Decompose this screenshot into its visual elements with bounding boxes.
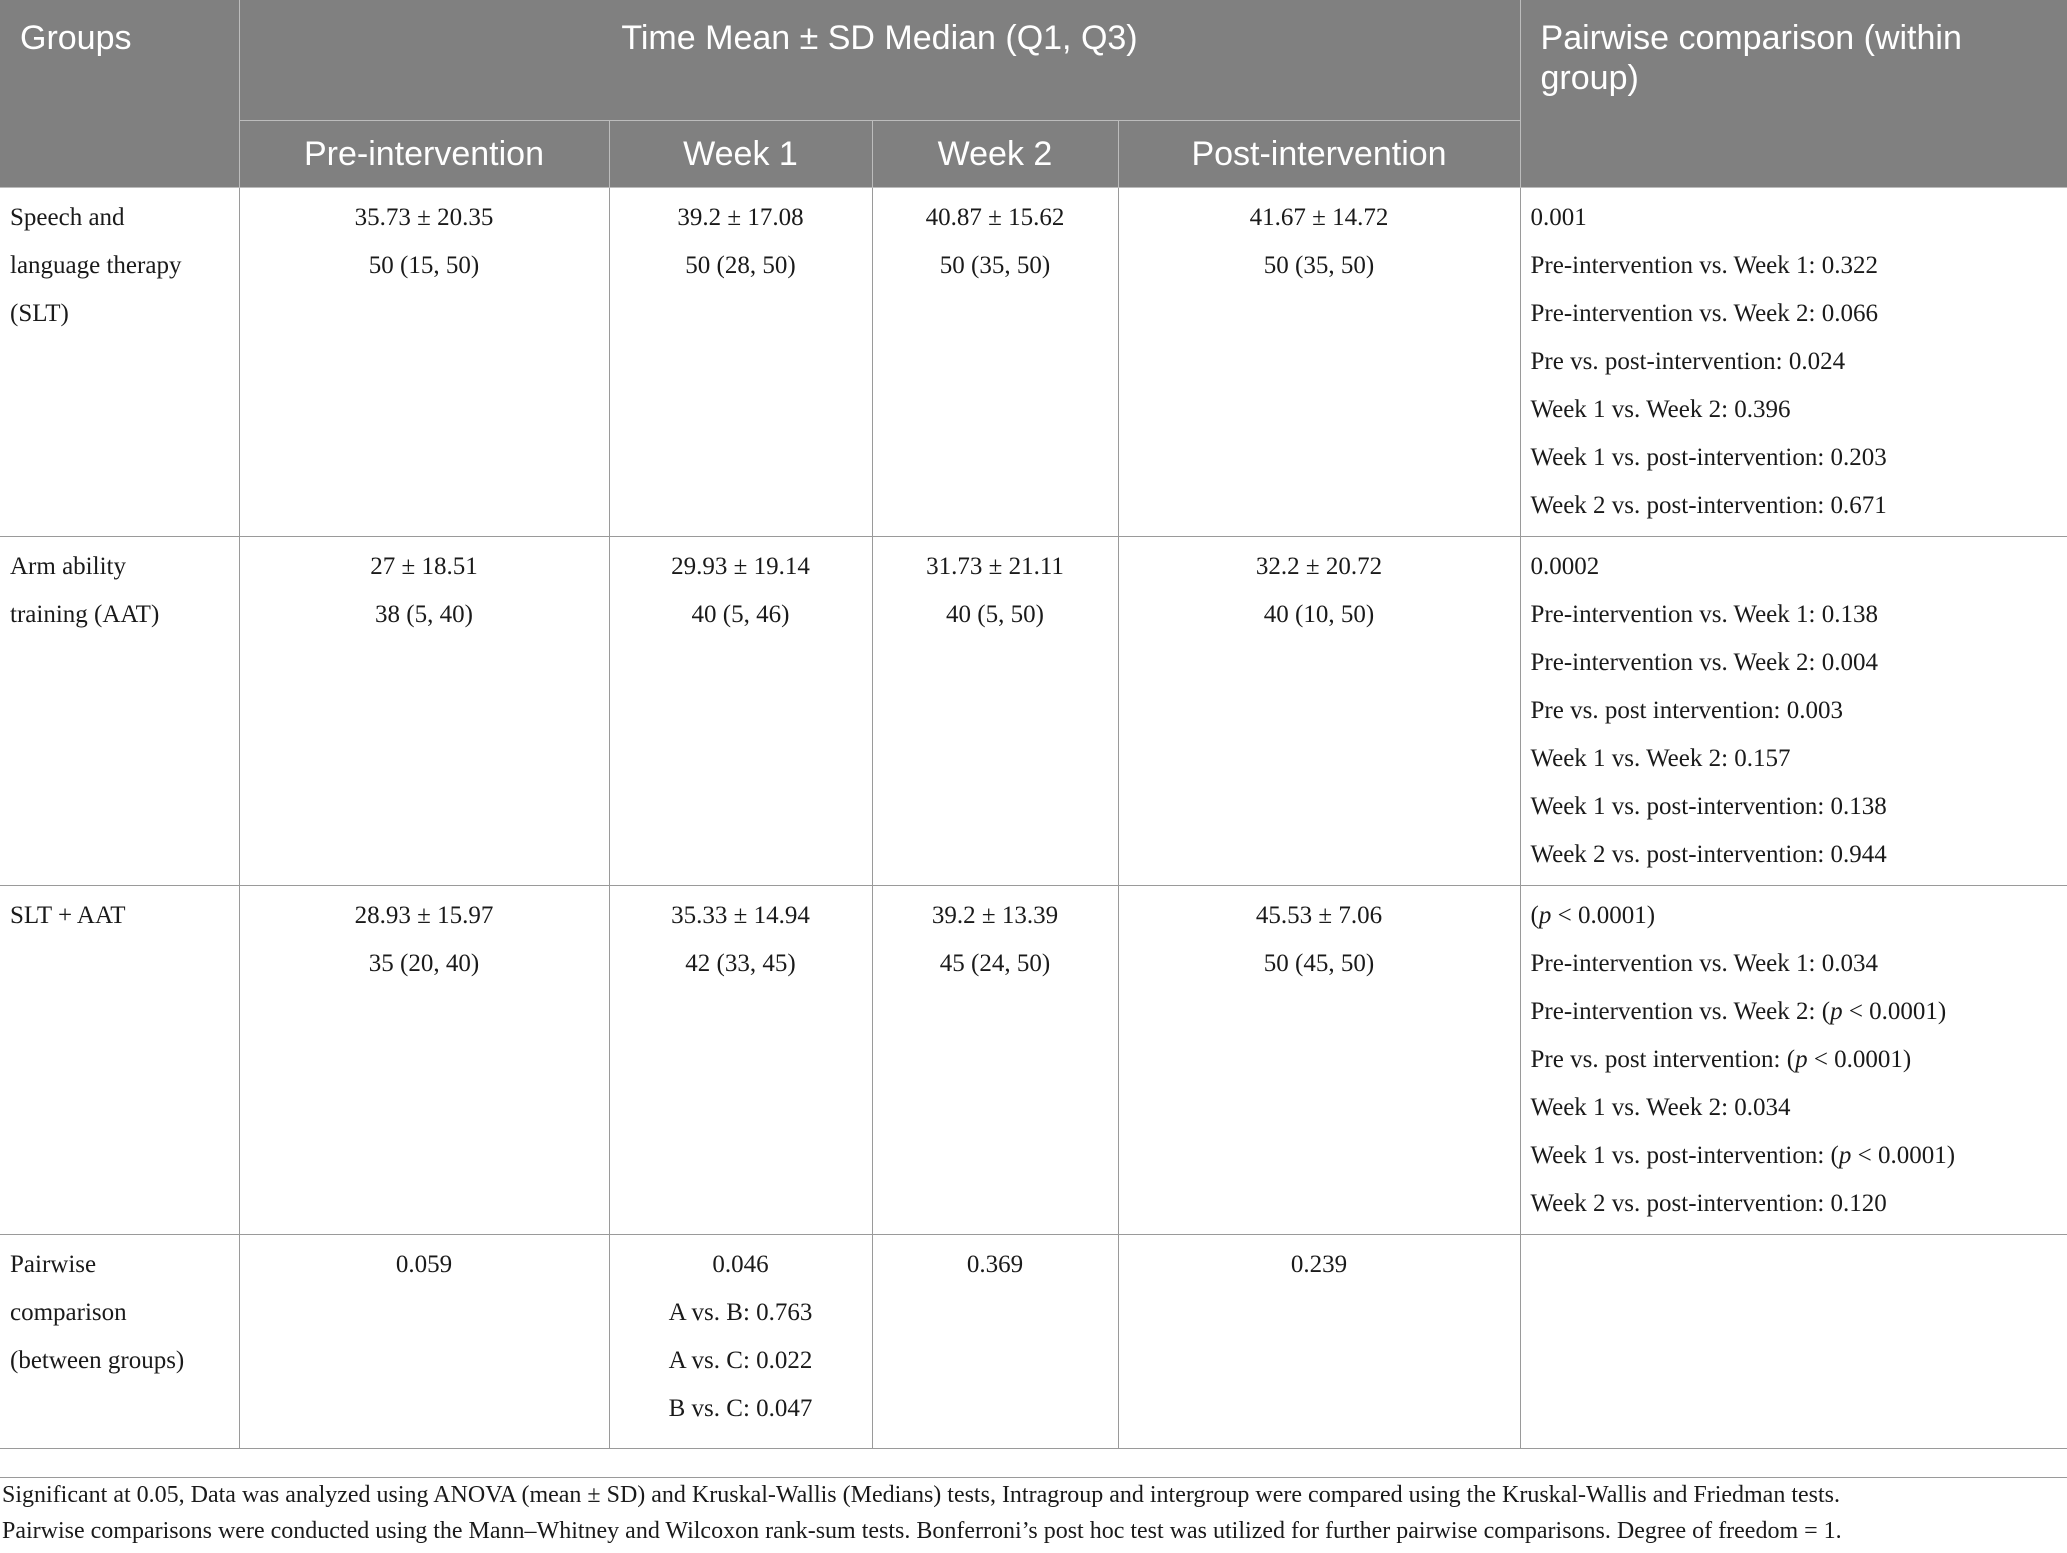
footnote-line-1: Significant at 0.05, Data was analyzed using ANOVA (mean ± SD) and Kruskal-Wallis (Medians) tests, Intragroup and intergroup were compared using the Kruskal-Wallis and Friedman tests.	[2, 1482, 1841, 1508]
comparison-line: Week 1 vs. Week 2: 0.157	[1530, 744, 1791, 772]
cell-value: 42 (33, 45)	[685, 949, 796, 977]
comparison-line: Pre-intervention vs. Week 1: 0.138	[1530, 600, 1878, 628]
cell-value: 50 (45, 50)	[1263, 949, 1375, 977]
cell-value: 0.239	[1290, 1250, 1348, 1278]
group-label-line: training (AAT)	[10, 600, 160, 628]
header-time	[239, 0, 1520, 120]
cell-value: 38 (5, 40)	[375, 600, 473, 628]
header-pairwise-within: Pairwise comparison (within group)	[1520, 0, 2067, 187]
header-week-2: Week 2	[872, 120, 1118, 187]
cell-value: 31.73 ± 21.11	[926, 552, 1064, 580]
group-label	[0, 885, 239, 1234]
cell-week-2	[872, 187, 1118, 536]
comparison-line: Pre-intervention vs. Week 1: 0.034	[1530, 949, 1878, 977]
comparison-line: 0.001	[1530, 203, 1587, 231]
cell-value: 0.059	[395, 1250, 453, 1278]
cell-pre-intervention	[239, 187, 609, 536]
footnote-line-2: Pairwise comparisons were conducted using the Mann–Whitney and Wilcoxon rank-sum tests. Bonferroni’s post hoc test was utilized for further pairwise comparisons. Degree of freedom = 1.	[2, 1518, 1842, 1544]
comparison-line: Pre vs. post intervention: (p < 0.0001)	[1530, 1045, 1912, 1073]
cell-week-2	[872, 1234, 1118, 1448]
comparison-line: Pre-intervention vs. Week 2: 0.004	[1530, 648, 1878, 676]
cell-value: 41.67 ± 14.72	[1249, 203, 1389, 231]
comparison-line: Week 1 vs. Week 2: 0.396	[1530, 395, 1791, 423]
cell-post-intervention	[1118, 1234, 1520, 1448]
cell-value: 39.2 ± 17.08	[677, 203, 804, 231]
cell-value: 50 (35, 50)	[939, 251, 1051, 279]
comparison-line: Week 2 vs. post-intervention: 0.671	[1530, 491, 1887, 519]
comparison-line: Pre-intervention vs. Week 2: 0.066	[1530, 299, 1878, 327]
comparison-line: Pre-intervention vs. Week 2: (p < 0.0001)	[1530, 997, 1947, 1025]
comparison-line: Pre vs. post intervention: 0.003	[1530, 696, 1843, 724]
group-label-line: Speech and	[10, 203, 125, 231]
header-time-median: Median (Q1, Q3)	[884, 19, 1138, 57]
cell-week-2	[872, 885, 1118, 1234]
row-slt-aat	[0, 885, 2067, 1234]
comparison-line: 0.0002	[1530, 552, 1600, 580]
cell-value: 50 (15, 50)	[368, 251, 480, 279]
header-time-title: Time	[621, 19, 696, 57]
group-label-line: SLT + AAT	[10, 901, 126, 929]
comparison-line: (p < 0.0001)	[1530, 901, 1656, 929]
cell-post-intervention	[1118, 885, 1520, 1234]
row-slt	[0, 187, 2067, 536]
header-pre-intervention: Pre-intervention	[239, 120, 609, 187]
comparison-line: Week 1 vs. post-intervention: 0.138	[1530, 792, 1887, 820]
cell-value: 27 ± 18.51	[370, 552, 478, 580]
cell-post-intervention	[1118, 187, 1520, 536]
group-label-line: Pairwise	[10, 1250, 97, 1278]
cell-value: A vs. C: 0.022	[668, 1346, 813, 1374]
group-label	[0, 1234, 239, 1448]
cell-value: 0.369	[966, 1250, 1024, 1278]
pairwise-within-cell	[1520, 885, 2067, 1234]
cell-value: A vs. B: 0.763	[668, 1298, 813, 1326]
cell-value: 40.87 ± 15.62	[925, 203, 1065, 231]
cell-pre-intervention	[239, 536, 609, 885]
group-label-line: Arm ability	[10, 552, 126, 580]
cell-value: 40 (5, 46)	[691, 600, 790, 628]
cell-pre-intervention	[239, 885, 609, 1234]
cell-value: 35.33 ± 14.94	[671, 901, 810, 929]
comparison-line: Pre-intervention vs. Week 1: 0.322	[1530, 251, 1878, 279]
cell-value: 39.2 ± 13.39	[931, 901, 1059, 929]
cell-value: 0.046	[712, 1250, 769, 1278]
cell-post-intervention	[1118, 536, 1520, 885]
cell-value: B vs. C: 0.047	[668, 1394, 813, 1422]
group-label-line: comparison	[10, 1298, 127, 1326]
comparison-line: Week 1 vs. Week 2: 0.034	[1530, 1093, 1791, 1121]
header-groups: Groups	[0, 0, 239, 187]
pairwise-within-cell	[1520, 536, 2067, 885]
cell-value: 28.93 ± 15.97	[354, 901, 494, 929]
header-time-mean-sd: Mean ± SD	[705, 19, 875, 57]
header-post-intervention: Post-intervention	[1118, 120, 1520, 187]
header-row-top	[0, 0, 2067, 120]
cell-week-1	[609, 536, 872, 885]
cell-value: 50 (28, 50)	[685, 251, 796, 279]
cell-value: 29.93 ± 19.14	[671, 552, 810, 580]
group-label-line: language therapy	[10, 251, 182, 279]
comparison-line: Week 2 vs. post-intervention: 0.944	[1530, 840, 1887, 868]
header-week-1: Week 1	[609, 120, 872, 187]
cell-week-1	[609, 187, 872, 536]
cell-value: 32.2 ± 20.72	[1255, 552, 1383, 580]
row-between-groups	[0, 1234, 2067, 1448]
row-aat	[0, 536, 2067, 885]
cell-value: 45.53 ± 7.06	[1255, 901, 1383, 929]
pairwise-within-cell	[1520, 1234, 2067, 1448]
pairwise-within-cell	[1520, 187, 2067, 536]
table-body	[0, 187, 2067, 1448]
cell-value: 40 (10, 50)	[1263, 600, 1375, 628]
cell-week-1	[609, 885, 872, 1234]
cell-value: 45 (24, 50)	[939, 949, 1051, 977]
comparison-line: Pre vs. post-intervention: 0.024	[1530, 347, 1846, 375]
comparison-line: Week 2 vs. post-intervention: 0.120	[1530, 1189, 1887, 1217]
group-label-line: (SLT)	[10, 299, 69, 327]
cell-value: 35 (20, 40)	[368, 949, 480, 977]
cell-value: 50 (35, 50)	[1263, 251, 1375, 279]
cell-value: 40 (5, 50)	[946, 600, 1044, 628]
comparison-line: Week 1 vs. post-intervention: (p < 0.0001)	[1530, 1141, 1956, 1169]
table-footnote	[0, 1477, 2067, 1549]
cell-week-1	[609, 1234, 872, 1448]
group-label	[0, 187, 239, 536]
group-label-line: (between groups)	[10, 1346, 185, 1374]
comparison-line: Week 1 vs. post-intervention: 0.203	[1530, 443, 1887, 471]
cell-pre-intervention	[239, 1234, 609, 1448]
cell-value: 35.73 ± 20.35	[354, 203, 494, 231]
group-label	[0, 536, 239, 885]
cell-week-2	[872, 536, 1118, 885]
